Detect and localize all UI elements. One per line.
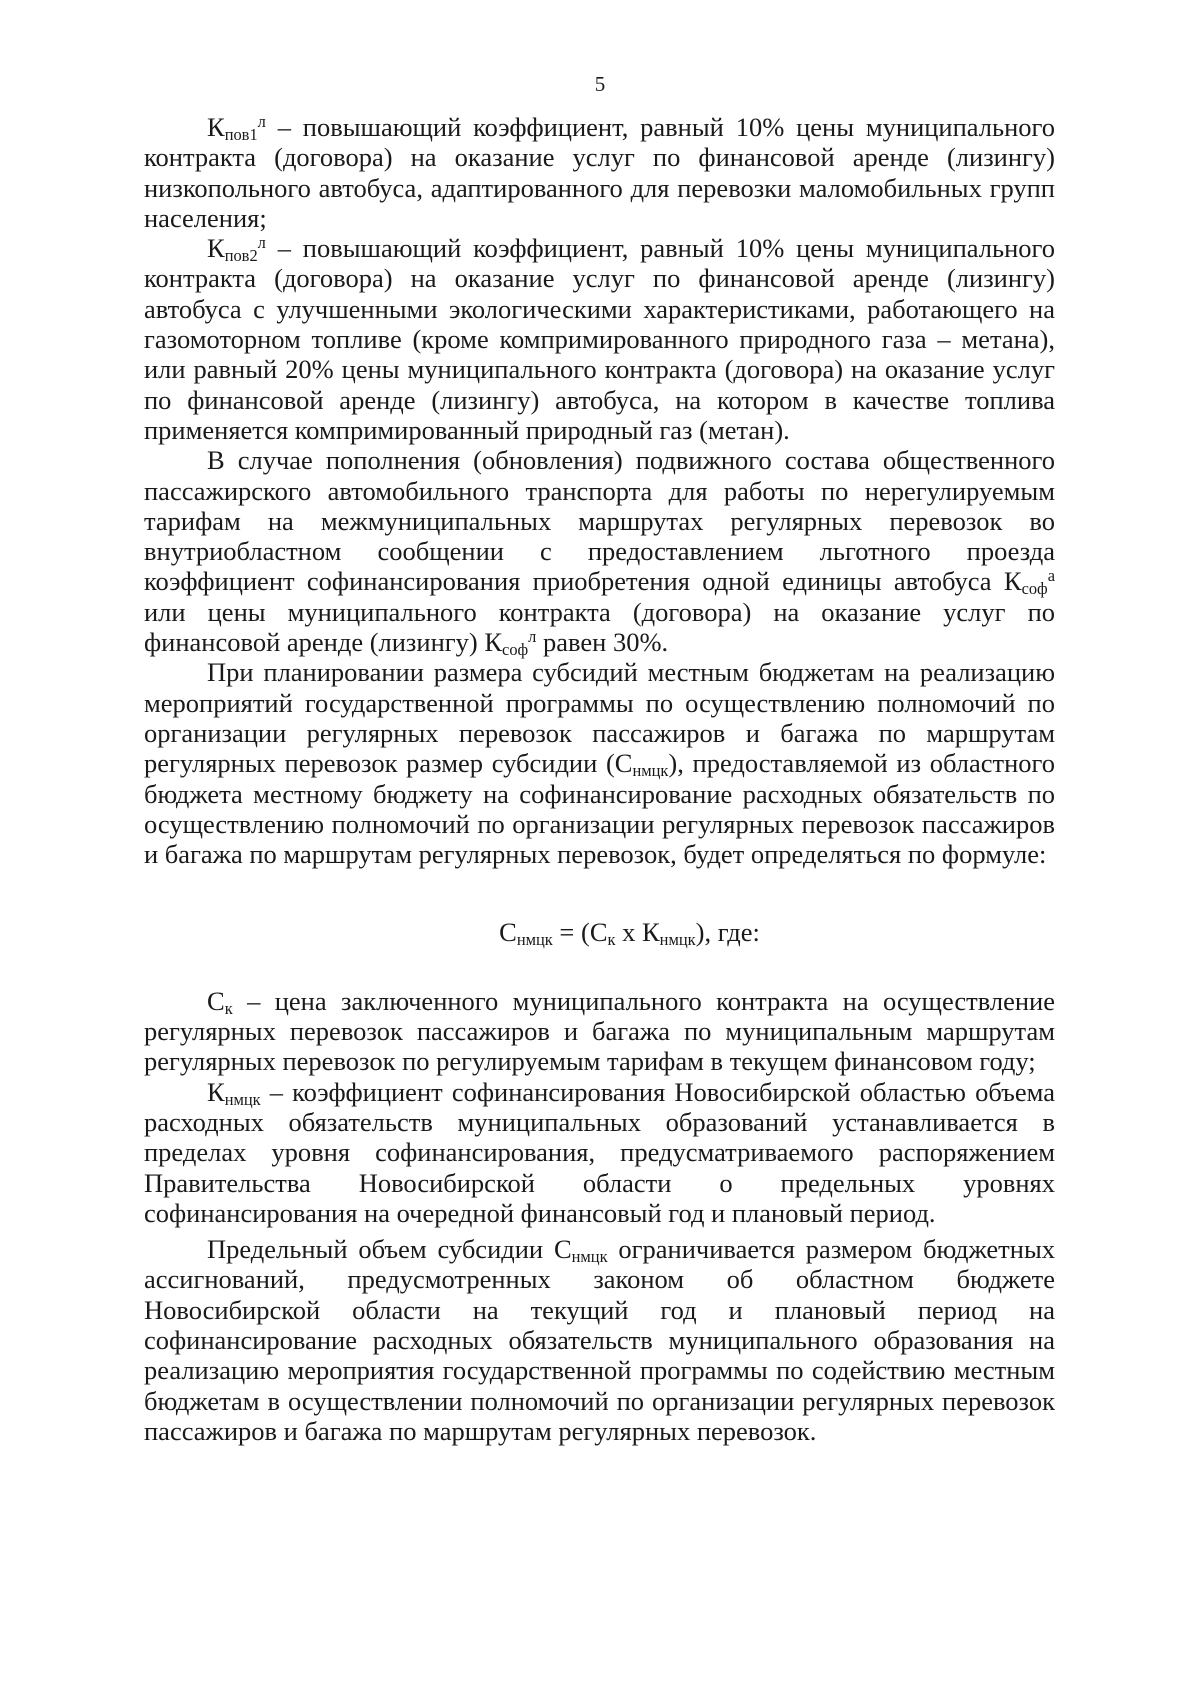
subscript: нмцк xyxy=(224,1089,261,1109)
formula xyxy=(144,917,1055,950)
subscript: пов2 xyxy=(224,246,258,266)
symbol: С xyxy=(207,985,225,1016)
document-body xyxy=(144,112,1055,1446)
paragraph-subsidy-limit xyxy=(144,1234,1055,1446)
formula-tail: ), где: xyxy=(695,917,760,948)
subscript: соф xyxy=(502,640,529,660)
formula-operator: х xyxy=(615,917,642,948)
superscript: л xyxy=(528,627,537,647)
formula-operator: = ( xyxy=(552,917,590,948)
paragraph-text: – повышающий коэффициент, равный 10% цены муниципального контракта (договора) на оказание услуг по финансовой аренде (лизингу) автобуса с улучшенными экологическими характеристиками, работающего на газомоторном топливе (кроме компримированного природного газа – метана), или равный 20% цены муниципального контракта (договора) на оказание услуг по финансовой аренде (лизингу) автобуса, на котором в качестве топлива применяется компримированный природный газ (метан). xyxy=(144,233,1055,445)
paragraph-text: В случае пополнения (обновления) подвижного состава общественного пассажирского автомобильного транспорта для работы по нерегулируемым тарифам на межмуниципальных маршрутах регулярных перевозок во внутриобластном сообщении с предоставлением льготного проезда коэффициент софинансирования приобретения одной единицы автобуса xyxy=(144,445,1055,597)
paragraph-text: равен 30%. xyxy=(536,627,669,658)
symbol: С xyxy=(553,1234,572,1265)
paragraph-knmck-definition xyxy=(144,1077,1055,1228)
superscript: л xyxy=(257,233,266,253)
subscript: к xyxy=(224,998,233,1018)
paragraph-text: – цена заключенного муниципального контракта на осуществление регулярных перевозок пассажиров и багажа по муниципальным маршрутам регулярных перевозок по регулируемым тарифам в текущем финансовом году; xyxy=(144,985,1055,1077)
superscript: а xyxy=(1047,566,1055,586)
subscript: нмцк xyxy=(571,1247,608,1267)
subscript: нмцк xyxy=(516,930,553,950)
paragraph-text: Предельный объем субсидии xyxy=(207,1234,554,1265)
symbol: К xyxy=(207,233,225,264)
paragraph-cofinancing-rate xyxy=(144,445,1055,660)
paragraph-ck-definition xyxy=(144,986,1055,1077)
symbol: К xyxy=(484,627,503,658)
paragraph-kpov2 xyxy=(144,233,1055,445)
subscript: нмцк xyxy=(659,930,696,950)
subscript: соф xyxy=(1021,579,1048,599)
symbol: К xyxy=(1003,566,1022,597)
paragraph-kpov1 xyxy=(144,112,1055,233)
superscript: л xyxy=(257,111,266,131)
paragraph-text: ограничивается размером бюджетных ассигнований, предусмотренных законом об областном бюджете Новосибирской области на текущий год и плановый период на софинансирование расходных обязательств муниципального образования на реализацию мероприятия государственной программы по содействию местным бюджетам в осуществлении полномочий по организации регулярных перевозок пассажиров и багажа по маршрутам регулярных перевозок. xyxy=(144,1234,1055,1446)
paragraph-text: – повышающий коэффициент, равный 10% цены муниципального контракта (договора) на оказание услуг по финансовой аренде (лизингу) низкопольного автобуса, адаптированного для перевозки маломобильных групп населения; xyxy=(144,112,1055,233)
symbol: С xyxy=(614,748,633,779)
subscript: пов1 xyxy=(224,125,258,145)
paragraph-text: При планировании размера субсидий местным бюджетам на реализацию мероприятий государственной программы по осуществлению полномочий по организации регулярных перевозок пассажиров и багажа по маршрутам регулярных перевозок размер субсидии ( xyxy=(144,657,1055,779)
page-number: 5 xyxy=(594,72,606,96)
subscript: к xyxy=(607,930,616,950)
symbol: К xyxy=(207,112,225,142)
subscript: нмцк xyxy=(632,761,669,781)
formula-term-symbol: К xyxy=(641,917,660,948)
formula-lhs-symbol: С xyxy=(499,917,517,948)
formula-term-symbol: С xyxy=(589,917,608,948)
paragraph-subsidy-planning xyxy=(144,657,1055,869)
paragraph-text: – коэффициент софинансирования Новосибирской областью объема расходных обязательств муниципальных образований устанавливается в пределах уровня софинансирования, предусматриваемого распоряжением Правительства Новосибирской области о предельных уровнях софинансирования на очередной финансовый год и плановый период. xyxy=(144,1076,1055,1228)
paragraph-text: или цены муниципального контракта (договора) на оказание услуг по финансовой аренде (лизингу) xyxy=(144,596,1055,658)
symbol: К xyxy=(207,1076,225,1107)
paragraph-text: ), предоставляемой из областного бюджета местному бюджету на софинансирование расходных обязательств по осуществлению полномочий по организации регулярных перевозок пассажиров и багажа по маршрутам регулярных перевозок, будет определяться по формуле: xyxy=(144,748,1055,870)
